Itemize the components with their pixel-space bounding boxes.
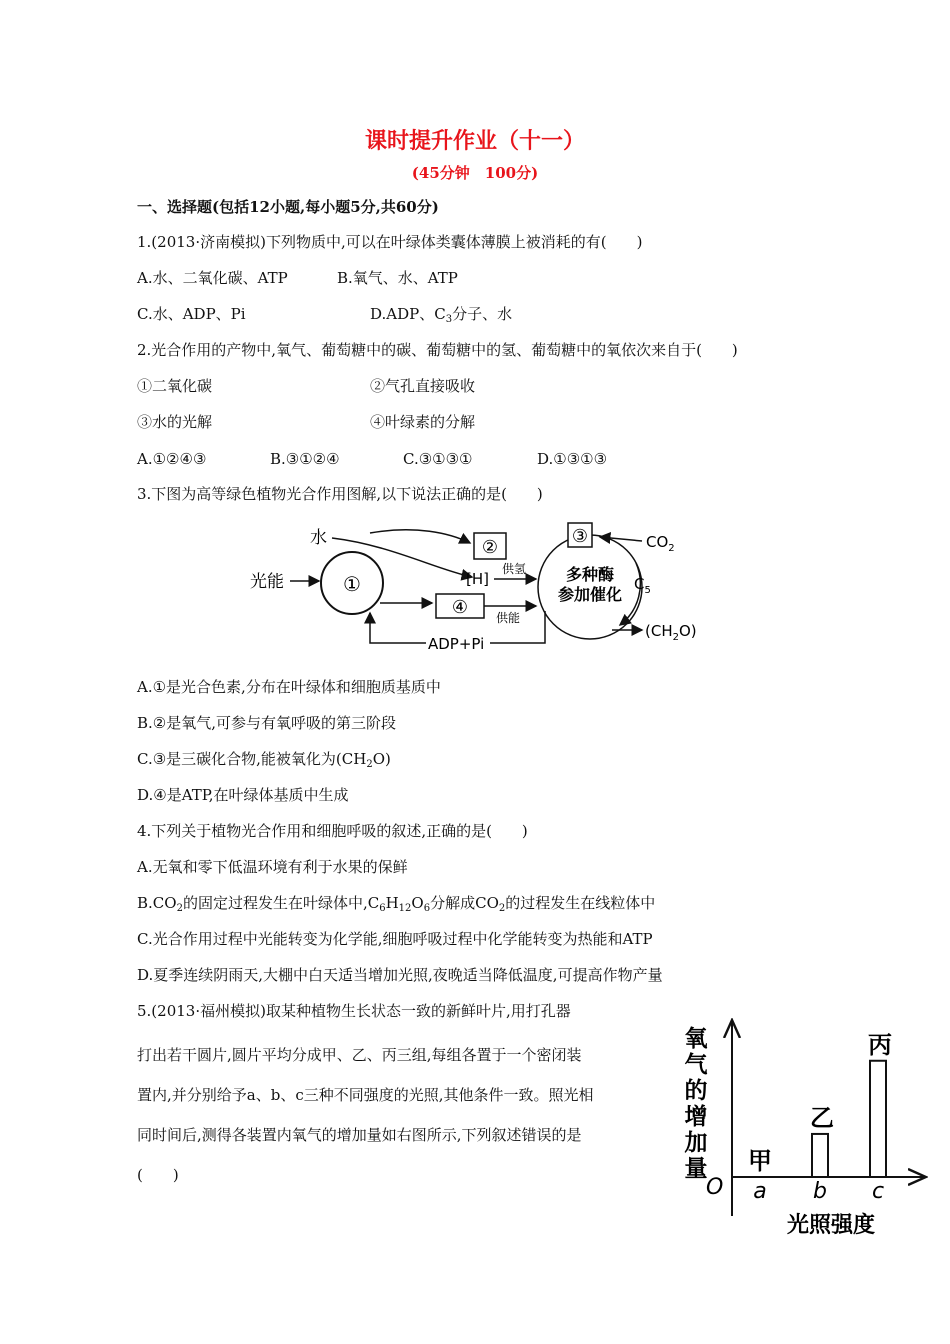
y-axis-label (685, 1025, 709, 1182)
q2-option-c: C.③①③① (403, 450, 473, 468)
q2-source-1: ①二氧化碳 (137, 377, 213, 395)
q2-source-4: ④叶绿素的分解 (370, 413, 476, 431)
y-axis-label-char: 量 (684, 1156, 708, 1182)
bar-group-label-c: 丙 (868, 1030, 892, 1059)
y-axis-label-char: 加 (684, 1130, 708, 1156)
h-label: [H] (466, 570, 489, 588)
q2-source-2: ②气孔直接吸收 (370, 377, 476, 395)
label-1: ① (343, 572, 361, 596)
label-3: ③ (571, 526, 589, 547)
supply-energy-label: 供能 (496, 611, 521, 625)
q3-option-d: D.④是ATP,在叶绿体基质中生成 (137, 786, 349, 804)
q5-line-4: 同时间后,测得各装置内氧气的增加量如右图所示,下列叙述错误的是 (137, 1126, 582, 1144)
q3-stem: 3.下图为高等绿色植物光合作用图解,以下说法正确的是( ) (137, 485, 543, 503)
q2-option-a: A.①②④③ (137, 450, 207, 468)
bar-b (812, 1134, 828, 1177)
q2-option-b: B.③①②④ (270, 450, 340, 468)
page-title: 课时提升作业（十一） (364, 129, 585, 154)
x-axis-title: 光照强度 (786, 1213, 876, 1238)
y-axis-label-char: 增 (684, 1104, 708, 1130)
enzyme-label-2: 参加催化 (557, 585, 623, 604)
q4-option-c: C.光合作用过程中光能转变为化学能,细胞呼吸过程中化学能转变为热能和ATP (137, 930, 653, 948)
q1-stem: 1.(2013·济南模拟)下列物质中,可以在叶绿体类囊体薄膜上被消耗的有( ) (137, 233, 643, 251)
q4-option-a: A.无氧和零下低温环境有利于水果的保鲜 (137, 858, 408, 876)
q4-option-b: $B.CO_2$的固定过程发生在叶绿体中$,C_6H_{12}O_6$分解成$CO_2$的过程发生在线粒体中 (137, 894, 656, 914)
light-energy-label: 光能 (250, 572, 284, 592)
bar-group-label-a: 甲 (748, 1147, 772, 1175)
page-subtitle: (45分钟 100分) (411, 164, 539, 182)
oxygen-bar-chart (676, 1010, 936, 1250)
supply-h-label: 供氢 (502, 562, 527, 576)
q4-stem: 4.下列关于植物光合作用和细胞呼吸的叙述,正确的是( ) (137, 822, 528, 840)
co2-label: $CO_2$ (646, 533, 675, 554)
y-axis-label-char: 氧 (684, 1026, 708, 1052)
section-heading: 一、选择题(包括12小题,每小题5分,共60分) (137, 198, 439, 216)
enzyme-label-1: 多种酶 (565, 565, 615, 584)
q2-option-d: D.①③①③ (537, 450, 608, 468)
bar-c (870, 1061, 886, 1177)
origin-label: O (706, 1175, 724, 1200)
photosynthesis-diagram (240, 515, 710, 663)
q4-option-d: D.夏季连续阴雨天,大棚中白天适当增加光照,夜晚适当降低温度,可提高作物产量 (137, 966, 663, 984)
x-tick-label-a: a (753, 1179, 767, 1204)
adp-label: ADP+Pi (428, 635, 485, 653)
ch2o-label: $(CH_2O)$ (645, 622, 697, 643)
q3-option-c: C.③是三碳化合物,能被氧化为$(CH_2O)$ (137, 750, 391, 770)
q2-stem: 2.光合作用的产物中,氧气、葡萄糖中的碳、葡萄糖中的氢、葡萄糖中的氧依次来自于( ) (137, 341, 738, 359)
q5-line-5: ( ) (137, 1166, 179, 1184)
q3-option-a: A.①是光合色素,分布在叶绿体和细胞质基质中 (137, 678, 441, 696)
q1-option-c: C.水、ADP、Pi (137, 305, 246, 323)
water-label: 水 (310, 528, 327, 548)
x-tick-label-c: c (871, 1179, 885, 1204)
label-2: ② (481, 537, 499, 558)
q1-option-b: B.氧气、水、ATP (337, 269, 458, 287)
y-axis-label-char: 的 (684, 1078, 708, 1104)
bar-group-label-b: 乙 (810, 1103, 834, 1132)
q3-option-b: B.②是氧气,可参与有氧呼吸的第三阶段 (137, 714, 397, 732)
label-4: ④ (451, 597, 469, 618)
q1-option-d: D.ADP、$C_3$分子、水 (370, 305, 513, 325)
q2-source-3: ③水的光解 (137, 413, 213, 431)
q5-line-1: 5.(2013·福州模拟)取某种植物生长状态一致的新鲜叶片,用打孔器 (137, 1002, 571, 1020)
y-axis-label-char: 气 (684, 1052, 708, 1078)
q1-option-a: A.水、二氧化碳、ATP (137, 269, 288, 287)
q5-line-2: 打出若干圆片,圆片平均分成甲、乙、丙三组,每组各置于一个密闭装 (137, 1046, 582, 1064)
x-tick-label-b: b (813, 1179, 827, 1204)
c5-label: $C_5$ (634, 575, 651, 596)
q5-line-3: 置内,并分别给予a、b、c三种不同强度的光照,其他条件一致。照光相 (137, 1086, 594, 1104)
